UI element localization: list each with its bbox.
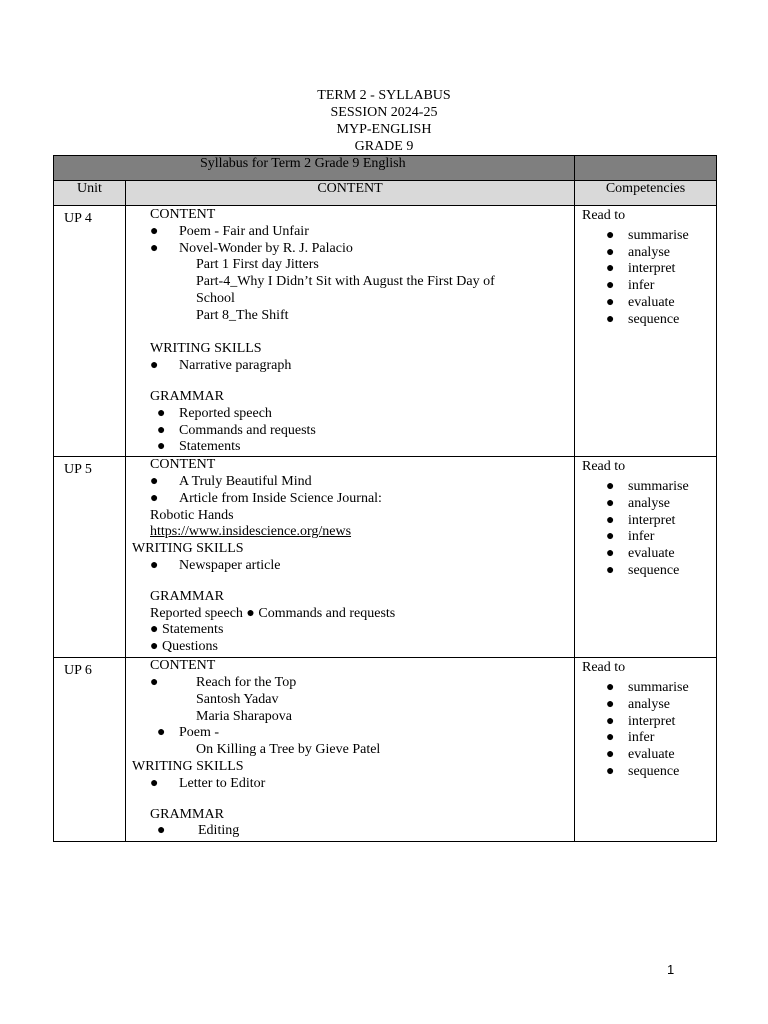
bullet-icon: ● — [157, 422, 166, 438]
list-item: ● Narrative paragraph — [150, 358, 292, 374]
grammar-heading: GRAMMAR — [150, 588, 224, 604]
list-subitem: Part 1 First day Jitters — [196, 257, 319, 273]
bullet-icon: ● — [606, 679, 615, 695]
grammar-line: ● Statements — [150, 622, 224, 638]
grammar-heading: GRAMMAR — [150, 388, 224, 404]
col-header-unit: Unit — [54, 181, 126, 206]
writing-heading: WRITING SKILLS — [150, 341, 262, 357]
competency-item: ● evaluate — [606, 294, 675, 310]
grammar-line: ● Questions — [150, 639, 218, 655]
competency-item: ● analyse — [606, 696, 670, 712]
competency-item: ● infer — [606, 278, 655, 294]
competency-item: ● summarise — [606, 478, 689, 494]
competency-item: ● interpret — [606, 713, 676, 729]
content-cell — [126, 658, 575, 842]
list-item: ● Article from Inside Science Journal: — [150, 490, 382, 506]
competency-item: ● summarise — [606, 679, 689, 695]
article-title: Robotic Hands — [150, 507, 234, 523]
competencies-cell — [575, 457, 717, 658]
table-header-row — [54, 181, 717, 206]
list-item: ● Commands and requests — [157, 422, 316, 438]
subject-line: MYP-ENGLISH — [336, 122, 432, 137]
bullet-icon: ● — [606, 529, 615, 545]
page-number: 1 — [667, 962, 675, 977]
grade-line: GRADE 9 — [354, 139, 414, 154]
bullet-icon: ● — [606, 294, 615, 310]
competency-item: ● sequence — [606, 562, 680, 578]
writing-heading: WRITING SKILLS — [132, 541, 244, 557]
bullet-icon: ● — [606, 478, 615, 494]
grammar-line: Reported speech ● Commands and requests — [150, 605, 396, 621]
bullet-icon: ● — [150, 775, 159, 791]
bullet-icon: ● — [150, 358, 159, 374]
competency-item: ● evaluate — [606, 546, 675, 562]
unit-cell: UP 4 — [54, 206, 126, 457]
bullet-icon: ● — [606, 562, 615, 578]
bullet-icon: ● — [157, 405, 166, 421]
bullet-icon: ● — [150, 490, 159, 506]
unit-cell: UP 5 — [54, 457, 126, 658]
competency-item: ● analyse — [606, 244, 670, 260]
unit-cell: UP 6 — [54, 658, 126, 842]
session-line: SESSION 2024-25 — [330, 105, 438, 120]
competency-item: ● evaluate — [606, 747, 675, 763]
bullet-icon: ● — [606, 261, 615, 277]
list-subitem: Maria Sharapova — [196, 708, 293, 724]
competencies-heading: Read to — [582, 660, 626, 676]
competency-item: ● infer — [606, 730, 655, 746]
competency-item: ● interpret — [606, 261, 676, 277]
bullet-icon: ● — [606, 512, 615, 528]
list-item: ● Letter to Editor — [150, 775, 266, 791]
bullet-icon: ● — [150, 473, 159, 489]
competencies-heading: Read to — [582, 208, 626, 223]
bullet-icon: ● — [606, 244, 615, 260]
bullet-icon: ● — [606, 546, 615, 562]
content-heading: CONTENT — [150, 457, 216, 473]
competency-item: ● sequence — [606, 763, 680, 779]
content-cell — [126, 457, 575, 658]
list-item: ● Novel-Wonder by R. J. Palacio — [150, 240, 353, 256]
content-heading: CONTENT — [150, 658, 216, 674]
list-item: ● Statements — [157, 439, 241, 455]
bullet-icon: ● — [150, 674, 159, 690]
grammar-heading: GRAMMAR — [150, 806, 224, 822]
table-row — [54, 206, 717, 457]
list-item: ● Reported speech — [157, 405, 272, 421]
content-cell — [126, 206, 575, 457]
bullet-icon: ● — [606, 278, 615, 294]
bullet-icon: ● — [150, 223, 159, 239]
term-title: TERM 2 - SYLLABUS — [317, 88, 451, 103]
bullet-icon: ● — [606, 227, 615, 243]
list-subitem: Part-4_Why I Didn’t Sit with August the First Day of — [196, 274, 495, 290]
competency-item: ● summarise — [606, 227, 689, 243]
competency-item: ● sequence — [606, 311, 680, 327]
bullet-icon: ● — [606, 311, 615, 327]
bullet-icon: ● — [606, 713, 615, 729]
table-row — [54, 658, 717, 842]
bullet-icon: ● — [157, 823, 166, 839]
bullet-icon: ● — [606, 747, 615, 763]
competency-item: ● analyse — [606, 495, 670, 511]
list-subitem: Part 8_The Shift — [196, 307, 289, 323]
competencies-heading: Read to — [582, 459, 626, 475]
list-item: ● Poem - — [157, 725, 220, 741]
list-subitem: Santosh Yadav — [196, 691, 279, 707]
list-item: ● Poem - Fair and Unfair — [150, 223, 309, 239]
list-subitem: School — [196, 290, 235, 306]
table-title: Syllabus for Term 2 Grade 9 English — [54, 156, 575, 181]
list-item: ● Editing — [157, 823, 240, 839]
table-title-row — [54, 156, 717, 181]
bullet-icon: ● — [157, 439, 166, 455]
article-link[interactable]: https://www.insidescience.org/news — [150, 524, 352, 540]
syllabus-table — [53, 155, 717, 842]
bullet-icon: ● — [606, 763, 615, 779]
competencies-cell — [575, 658, 717, 842]
list-item: ● Reach for the Top — [150, 674, 297, 690]
bullet-icon: ● — [157, 725, 166, 741]
bullet-icon: ● — [150, 240, 159, 256]
writing-heading: WRITING SKILLS — [132, 758, 244, 774]
bullet-icon: ● — [150, 557, 159, 573]
table-title-empty-cell — [575, 156, 717, 181]
bullet-icon: ● — [606, 495, 615, 511]
list-item: ● A Truly Beautiful Mind — [150, 473, 312, 489]
col-header-competencies: Competencies — [575, 181, 717, 206]
competency-item: ● interpret — [606, 512, 676, 528]
list-item: ● Newspaper article — [150, 557, 281, 573]
table-row — [54, 457, 717, 658]
col-header-content: CONTENT — [126, 181, 575, 206]
document-header — [0, 87, 768, 155]
competency-item: ● infer — [606, 529, 655, 545]
bullet-icon: ● — [606, 730, 615, 746]
competencies-cell — [575, 206, 717, 457]
list-subitem: On Killing a Tree by Gieve Patel — [196, 742, 381, 758]
bullet-icon: ● — [606, 696, 615, 712]
content-heading: CONTENT — [150, 207, 216, 222]
